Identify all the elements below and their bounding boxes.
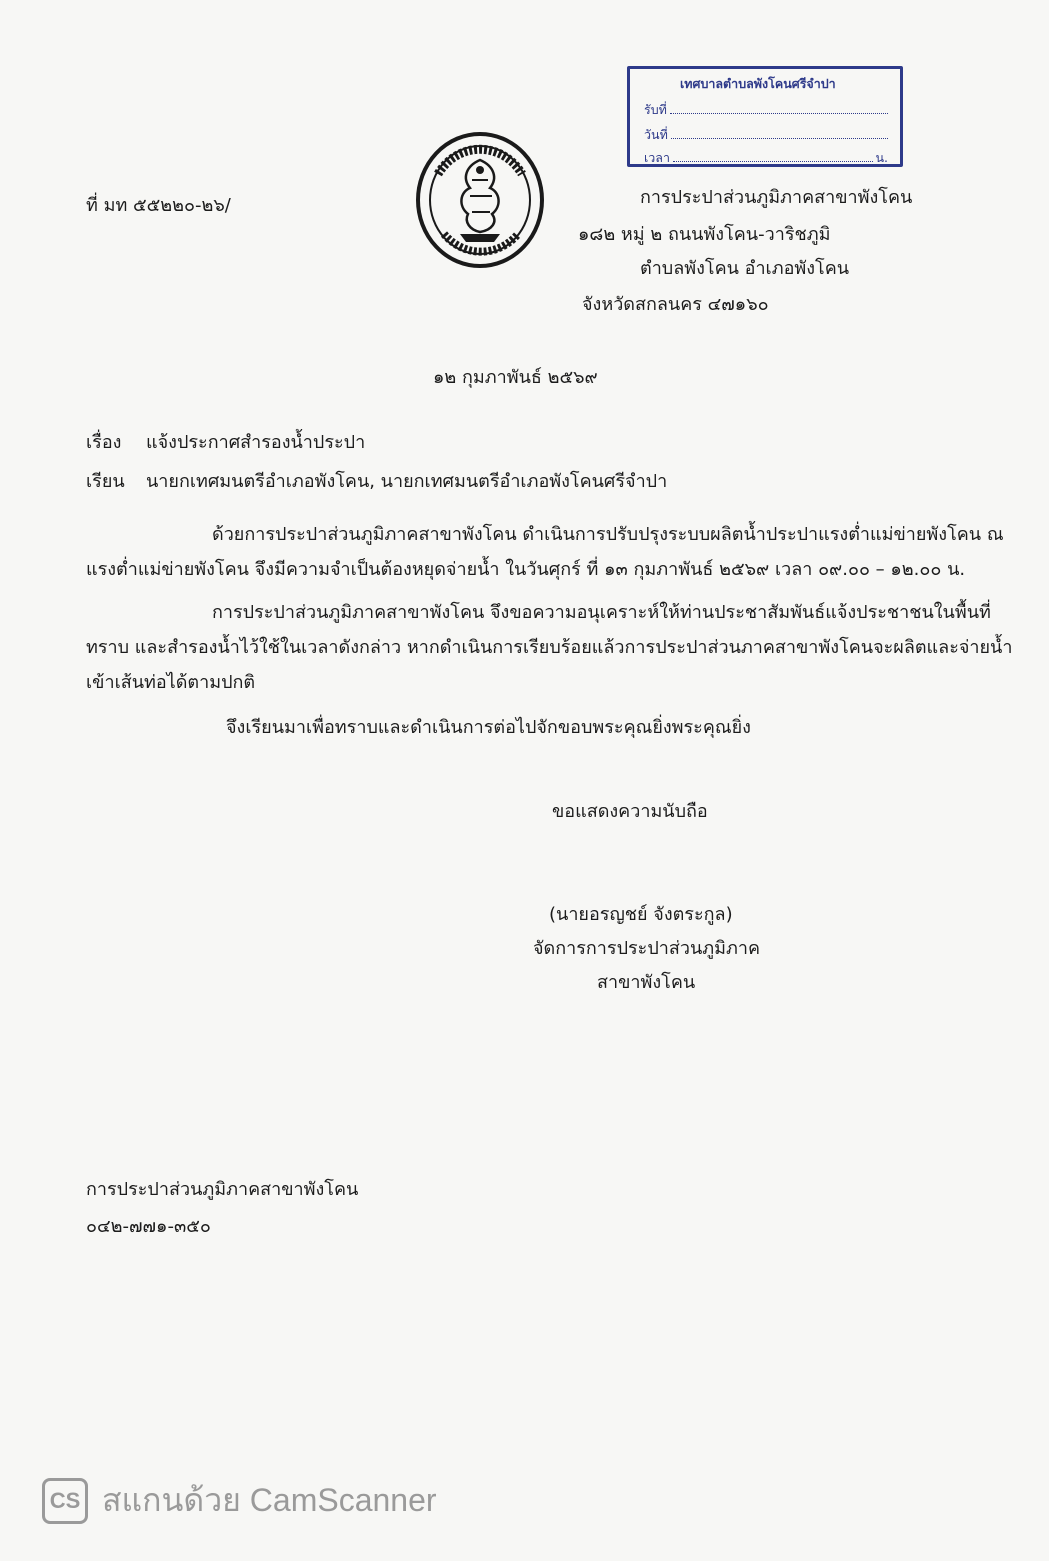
stamp-date-label: วันที่ [644, 127, 668, 142]
stamp-title: เทศบาลตำบลพังโคนศรีจำปา [680, 76, 836, 91]
stamp-date-row [644, 125, 888, 145]
sender-address-line2: ตำบลพังโคน อำเภอพังโคน [640, 258, 850, 279]
subject-text: แจ้งประกาศสำรองน้ำประปา [146, 432, 366, 453]
body-p1-line2: แรงต่ำแม่ข่ายพังโคน จึงมีความจำเป็นต้องหยุดจ่ายน้ำ ในวันศุกร์ ที่ ๑๓ กุมภาพันธ์ ๒๕๖๙ เวลา ๐๙.๐๐ – ๑๒.๐๐ น. [86, 559, 966, 580]
receipt-stamp [627, 66, 903, 167]
letter-date: ๑๒ กุมภาพันธ์ ๒๕๖๙ [433, 367, 598, 388]
stamp-received-row [644, 100, 888, 120]
stamp-time-row [644, 148, 888, 168]
footer-org: การประปาส่วนภูมิภาคสาขาพังโคน [86, 1179, 359, 1200]
body-p1-line1: ด้วยการประปาส่วนภูมิภาคสาขาพังโคน ดำเนินการปรับปรุงระบบผลิตน้ำประปาแรงต่ำแม่ข่ายพังโคน ณ [212, 524, 1004, 545]
footer-phone: ๐๔๒-๗๗๑-๓๕๐ [86, 1216, 211, 1237]
body-p2-line1: การประปาส่วนภูมิภาคสาขาพังโคน จึงขอความอนุเคราะห์ให้ท่านประชาสัมพันธ์แจ้งประชาชนในพื้นที่ [212, 602, 991, 623]
stamp-time-suffix: น. [875, 150, 888, 165]
body-p2-line2: ทราบ และสำรองน้ำไว้ใช้ในเวลาดังกล่าว หากดำเนินการเรียบร้อยแล้วการประปาส่วนภาคสาขาพังโคนจะผลิตและจ่ายน้ำ [86, 637, 1013, 658]
camscanner-watermark [42, 1475, 437, 1526]
subject-label: เรื่อง [86, 432, 122, 453]
camscanner-text: สแกนด้วย CamScanner [102, 1482, 437, 1518]
to-label: เรียน [86, 471, 125, 492]
stamp-received-dots [670, 103, 888, 114]
body-p2-line3: เข้าเส้นท่อได้ตามปกติ [86, 672, 256, 693]
closing: ขอแสดงความนับถือ [552, 801, 708, 822]
to-text: นายกเทศมนตรีอำเภอพังโคน, นายกเทศมนตรีอำเภอพังโคนศรีจำปา [146, 471, 668, 492]
signatory-position: จัดการการประปาส่วนภูมิภาค [533, 938, 761, 959]
stamp-received-label: รับที่ [644, 102, 667, 117]
pwa-seal-icon [414, 130, 546, 270]
sender-address-line3: จังหวัดสกลนคร ๔๗๑๖๐ [582, 294, 769, 315]
camscanner-logo-icon: CS [42, 1478, 88, 1524]
signatory-branch: สาขาพังโคน [597, 972, 696, 993]
signatory-name: (นายอรญชย์ จังตระกูล) [549, 904, 733, 925]
reference-number: ที่ มท ๕๕๒๒๐-๒๖/ [86, 195, 231, 216]
stamp-date-dots [671, 128, 888, 139]
body-p3: จึงเรียนมาเพื่อทราบและดำเนินการต่อไปจักขอบพระคุณยิ่งพระคุณยิ่ง [226, 717, 751, 738]
stamp-time-label: เวลา [644, 150, 670, 165]
sender-org: การประปาส่วนภูมิภาคสาขาพังโคน [640, 187, 913, 208]
sender-address-line1: ๑๘๒ หมู่ ๒ ถนนพังโคน-วาริชภูมิ [578, 224, 831, 245]
stamp-time-dots [673, 151, 873, 162]
